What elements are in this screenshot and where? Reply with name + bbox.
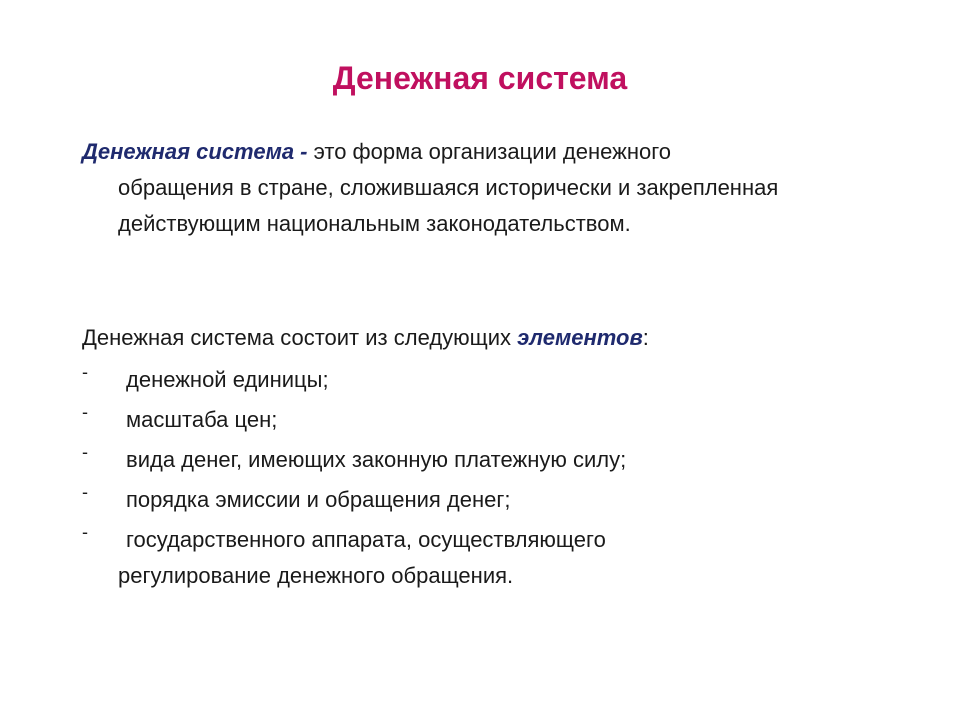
list-item-text: вида денег, имеющих законную платежную силу; (126, 447, 627, 472)
list-item (82, 482, 862, 518)
definition-line1: это форма организации денежного (307, 139, 671, 164)
elements-list (82, 362, 862, 598)
dash-bullet: - (82, 522, 88, 542)
list-item-continuation: регулирование денежного обращения. (118, 563, 514, 588)
elements-intro (82, 320, 842, 356)
list-item (82, 402, 862, 438)
dash-bullet: - (82, 362, 88, 382)
intro-colon: : (642, 325, 649, 350)
definition-term: Денежная система - (82, 139, 308, 164)
definition-paragraph (82, 134, 842, 242)
list-item (82, 522, 862, 594)
definition-continuation: обращения в стране, сложившаяся исторически и закрепленная действующим национальным законодательством. (118, 175, 779, 236)
intro-keyword: элементов (517, 325, 643, 350)
list-item-text: государственного аппарата, осуществляющего (126, 527, 606, 552)
list-item-text: масштаба цен; (126, 407, 278, 432)
list-item-text: денежной единицы; (126, 367, 329, 392)
dash-bullet: - (82, 482, 88, 502)
dash-bullet: - (82, 402, 88, 422)
list-item (82, 362, 862, 398)
list-item-text: порядка эмиссии и обращения денег; (126, 487, 511, 512)
list-item (82, 442, 862, 478)
intro-text: Денежная система состоит из следующих (82, 325, 518, 350)
dash-bullet: - (82, 442, 88, 462)
slide-title: Денежная система (332, 60, 628, 96)
